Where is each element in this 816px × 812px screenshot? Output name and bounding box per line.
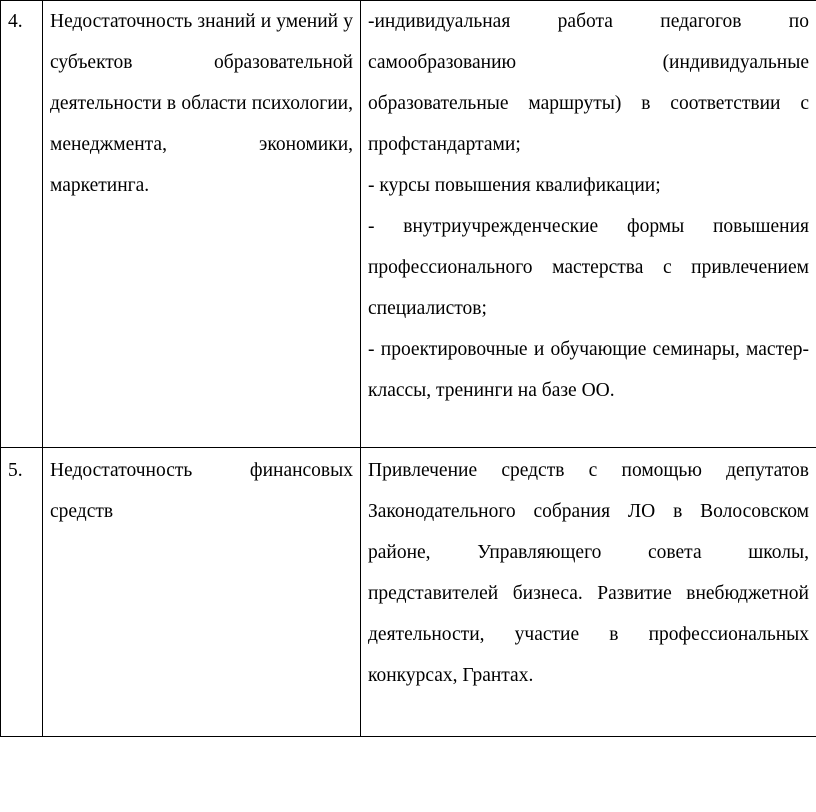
row-number-cell <box>1 448 43 737</box>
problem-cell <box>43 1 361 448</box>
solution-cell <box>361 1 816 448</box>
row-number-cell <box>1 1 43 448</box>
solution-paragraph: - курсы повышения квалификации; <box>368 175 661 196</box>
solution-cell <box>361 448 816 737</box>
table-row <box>1 1 816 448</box>
solution-paragraph: Привлечение средств с помощью депутатов Законодательного собрания ЛО в Волосовском районе, Управляющего совета школы, представителей бизнеса. Развитие внебюджетной деятельности, участие в профессиональных конкурсах, Грантах. <box>368 460 809 686</box>
problem-text: Недостаточность знаний и умений у субъектов образовательной деятельности в области психологии, менеджмента, экономики, маркетинга. <box>50 11 353 196</box>
row-number: 5. <box>8 460 23 481</box>
solution-paragraph: - проектировочные и обучающие семинары, мастер-классы, тренинги на базе ОО. <box>368 339 809 401</box>
row-number: 4. <box>8 11 23 32</box>
solution-paragraph: -индивидуальная работа педагогов по самообразованию (индивидуальные образовательные маршруты) в соответствии с профстандартами; <box>368 11 809 155</box>
problem-cell <box>43 448 361 737</box>
solution-paragraph: - внутриучрежденческие формы повышения профессионального мастерства с привлечением специалистов; <box>368 216 809 319</box>
table-row <box>1 448 816 737</box>
problem-text: Недостаточность финансовых средств <box>50 460 353 522</box>
